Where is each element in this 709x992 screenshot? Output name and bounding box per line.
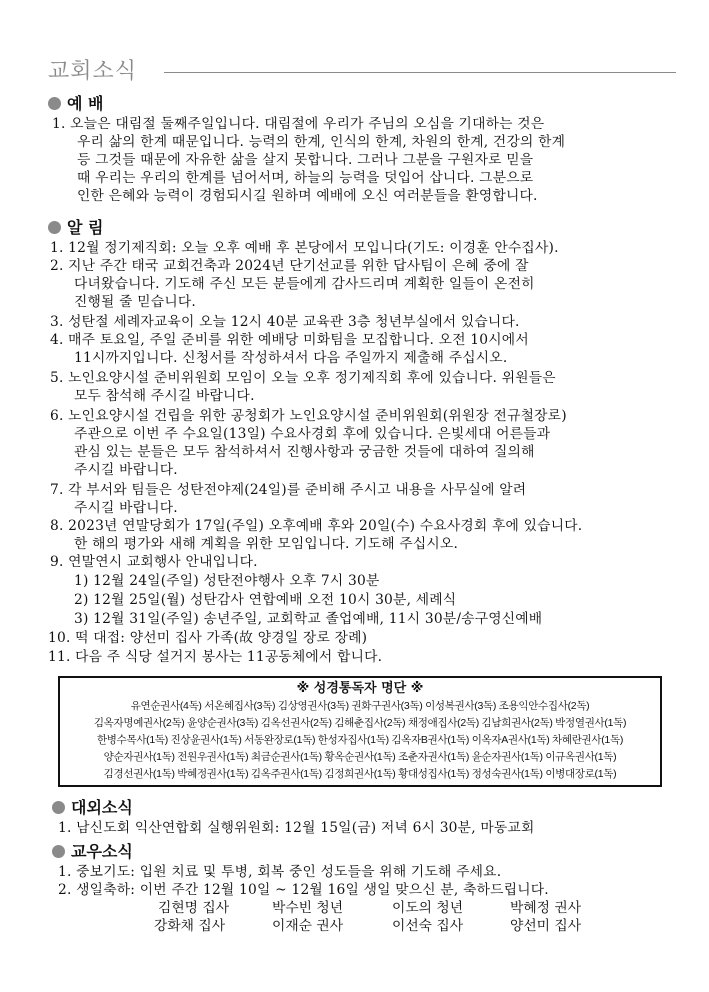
notice-line: 11. 다음 주 식당 설거지 봉사는 11공동체에서 합니다. [48,649,383,665]
page-title: 교회소식 [48,59,138,84]
notice-line: 3. 성탄절 세례자교육이 오늘 12시 40분 교육관 3층 청년부실에서 있습니다. [50,314,520,330]
bullet-icon [52,845,65,858]
notice-line: 1) 12월 24일(주일) 성탄전야행사 오후 7시 30분 [74,573,380,589]
bullet-icon [48,97,61,110]
members-line: 1. 중보기도: 입원 치료 및 투병, 회복 중인 성도들을 위해 기도해 주세요. [58,864,502,880]
notice-line: 10. 떡 대접: 양선미 집사 가족(故 양경일 장로 장례) [48,630,368,646]
bible-readers-row: 김옥자명예권사(2독) 윤양순권사(3독) 김옥선권사(2독) 김해춘집사(2독) 채정애집사(2독) 김남희권사(2독) 박정열권사(1독) [93,717,627,729]
birthday-name: 강화채 집사 [154,918,226,934]
notice-line: 3) 12월 31일(주일) 송년주일, 교회학교 졸업예배, 11시 30분/송구영신예배 [74,611,543,627]
notice-line: 모두 참석해 주시길 바랍니다. [74,388,255,404]
birthday-name: 이선숙 집사 [392,918,464,934]
notice-line: 주관으로 이번 주 수요일(13일) 수요사경회 후에 있습니다. 은빛세대 어른들과 [74,426,551,442]
worship-line: 1. 오늘은 대림절 둘째주일입니다. 대림절에 우리가 주님의 오심을 기대하는 것은 [52,116,545,132]
worship-line: 등 그것들 때문에 자유한 삶을 살지 못합니다. 그러나 그분을 구원자로 믿을 [77,152,534,168]
notice-line: 진행될 줄 믿습니다. [74,294,196,310]
section-heading-external [52,798,133,818]
section-heading-notices [48,218,103,238]
header-divider [164,72,676,73]
birthday-name: 김현명 집사 [158,900,230,916]
external-line: 1. 남신도회 익산연합회 실행위원회: 12월 15일(금) 저녁 6시 30분, 마동교회 [58,820,535,836]
notice-line: 1. 12월 정기제직회: 오늘 오후 예배 후 본당에서 모입니다(기도: 이경훈 안수집사). [50,240,559,256]
notice-line: 다녀왔습니다. 기도해 주신 모든 분들에게 감사드리며 계획한 일들이 온전히 [74,276,535,292]
page-header [48,54,676,88]
birthday-name: 박수빈 청년 [272,900,344,916]
bullet-icon [52,801,65,814]
birthday-name: 이재순 권사 [272,918,344,934]
bible-readers-box [58,676,662,787]
worship-line: 인한 은혜와 능력이 경험되시길 원하며 예배에 오신 여러분들을 환영합니다. [77,188,538,204]
section-heading-worship [48,94,103,114]
notice-line: 2) 12월 25일(월) 성탄감사 연합예배 오전 10시 30분, 세례식 [74,592,457,608]
birthday-name: 박혜정 권사 [510,900,582,916]
notice-line: 관심 있는 분들은 모두 참석하셔서 진행사항과 궁금한 것들에 대하여 질의해 [74,444,535,460]
section-heading-label: 교우소식 [71,842,133,861]
section-heading-label: 예 배 [67,94,104,113]
section-heading-members [52,842,133,862]
bible-readers-row: 한병수목사(1독) 진상윤권사(1독) 서동완장로(1독) 한성자집사(1독) 김옥자B권사(1독) 이옥자A권사(1독) 차혜란권사(1독) [96,734,624,746]
notice-line: 주시길 바랍니다. [74,462,178,478]
section-heading-label: 알 림 [67,218,104,237]
section-heading-label: 대외소식 [71,798,133,817]
members-line: 2. 생일축하: 이번 주간 12월 10일 ~ 12월 16일 생일 맞으신 분, 축하드립니다. [58,882,549,898]
birthday-name: 이도의 청년 [392,900,464,916]
bible-readers-row: 양순자권사(1독) 전원우권사(1독) 최금순권사(1독) 황옥순권사(1독) 조춘자권사(1독) 윤순자권사(1독) 이규옥권사(1독) [103,751,617,763]
notice-line: 11시까지입니다. 신청서를 작성하셔서 다음 주일까지 제출해 주십시오. [74,350,508,366]
notice-line: 6. 노인요양시설 건립을 위한 공청회가 노인요양시설 준비위원회(위원장 전규철장로) [50,408,567,424]
notice-line: 4. 매주 토요일, 주일 준비를 위한 예배당 미화팀을 모집합니다. 오전 10시에서 [50,332,529,348]
notice-line: 7. 각 부서와 팀들은 성탄전야제(24일)를 준비해 주시고 내용을 사무실에 알려 [50,482,527,498]
birthday-name: 양선미 집사 [510,918,582,934]
bible-readers-title: ※ 성경통독자 명단 ※ [296,681,424,696]
notice-line: 2. 지난 주간 태국 교회건축과 2024년 단기선교를 위한 답사팀이 은혜 중에 잘 [50,258,529,274]
bible-readers-row: 유연순권사(4독) 서온혜집사(3독) 김상영권사(3독) 권화구권사(3독) 이성복권사(3독) 조용익안수집사(2독) [130,700,590,712]
notice-line: 주시길 바랍니다. [74,500,178,516]
notice-line: 한 해의 평가와 새해 계획을 위한 모임입니다. 기도해 주십시오. [74,536,459,552]
worship-line: 우리 삶의 한계 때문입니다. 능력의 한계, 인식의 한계, 차원의 한계, 건강의 한계 [77,134,566,150]
notice-line: 8. 2023년 연말당회가 17일(주일) 오후예배 후와 20일(수) 수요사경회 후에 있습니다. [50,518,583,534]
worship-line: 때 우리는 우리의 한계를 넘어서며, 하늘의 능력을 덧입어 삽니다. 그분으로 [77,170,534,186]
notice-line: 9. 연말연시 교회행사 안내입니다. [50,554,258,570]
notice-line: 5. 노인요양시설 준비위원회 모임이 오늘 오후 정기제직회 후에 있습니다. 위원들은 [50,370,556,386]
bible-readers-row: 김경선권사(1독) 박혜정권사(1독) 김옥주권사(1독) 김정희권사(1독) 황대성집사(1독) 정성숙권사(1독) 이병대장로(1독) [103,768,617,780]
bullet-icon [48,221,61,234]
